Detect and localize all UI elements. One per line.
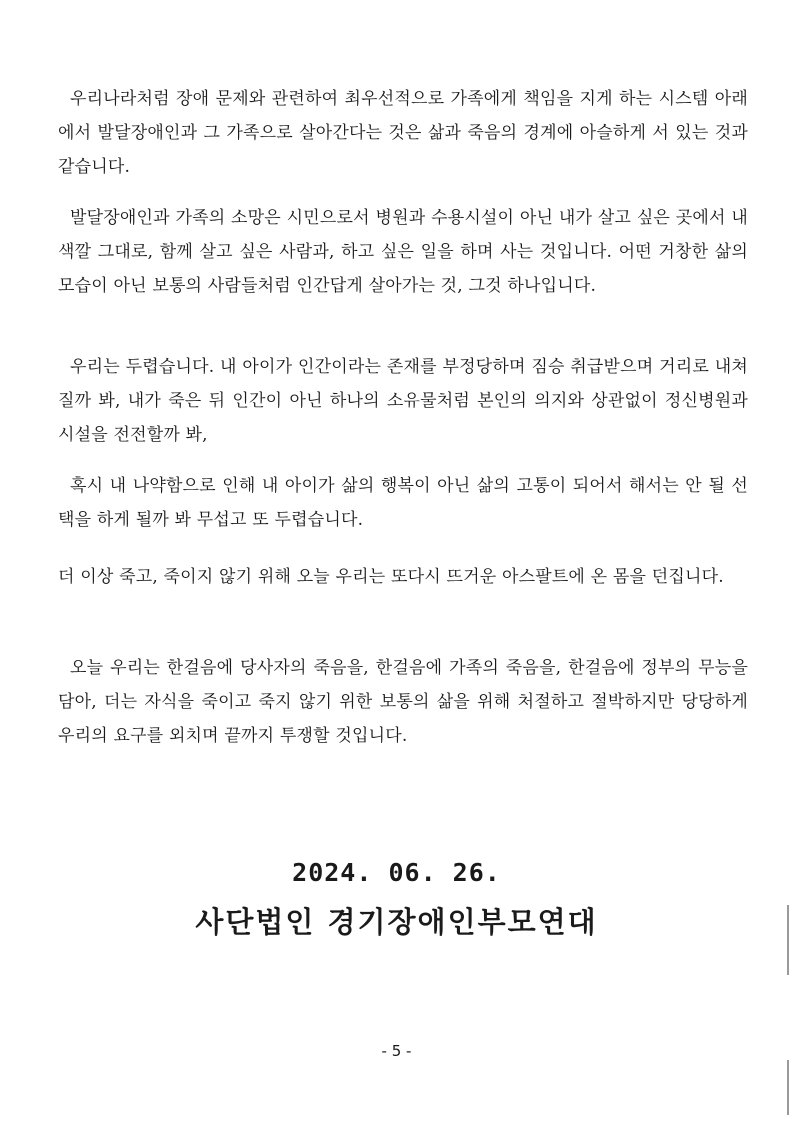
body-paragraph-5: 더 이상 죽고, 죽이지 않기 위해 오늘 우리는 또다시 뜨거운 아스팔트에 온 몸을 던집니다.	[58, 567, 724, 587]
document-date: 2024. 06. 26.	[292, 858, 501, 887]
body-paragraph-2: 발달장애인과 가족의 소망은 시민으로서 병원과 수용시설이 아닌 내가 살고 싶은 곳에서 내 색깔 그대로, 함께 살고 싶은 사람과, 하고 싶은 일을 하며 사는 것입니다. 어떤 거창한 삶의 모습이 아닌 보통의 사람들처럼 인간답게 살아가는 것, 그것 하나입니다.	[58, 208, 748, 296]
organization-name: 사단법인 경기장애인부모연대	[195, 905, 598, 939]
scan-edge-mark	[787, 1060, 789, 1115]
body-paragraph-1: 우리나라처럼 장애 문제와 관련하여 최우선적으로 가족에게 책임을 지게 하는 시스템 아래에서 발달장애인과 그 가족으로 살아간다는 것은 삶과 죽음의 경계에 아슬하게 서 있는 것과 같습니다.	[58, 89, 748, 177]
page-number: - 5 -	[381, 1042, 412, 1060]
scan-edge-mark	[787, 905, 789, 975]
body-paragraph-4: 혹시 내 나약함으로 인해 내 아이가 삶의 행복이 아닌 삶의 고통이 되어서 해서는 안 될 선택을 하게 될까 봐 무섭고 또 두렵습니다.	[58, 476, 748, 530]
body-paragraph-6: 오늘 우리는 한걸음에 당사자의 죽음을, 한걸음에 가족의 죽음을, 한걸음에 정부의 무능을 담아, 더는 자식을 죽이고 죽지 않기 위한 보통의 삶을 위해 처절하고 절박하지만 당당하게 우리의 요구를 외치며 끝까지 투쟁할 것입니다.	[58, 658, 748, 746]
body-paragraph-3: 우리는 두렵습니다. 내 아이가 인간이라는 존재를 부정당하며 짐승 취급받으며 거리로 내쳐질까 봐, 내가 죽은 뒤 인간이 아닌 하나의 소유물처럼 본인의 의지와 상관없이 정신병원과 시설을 전전할까 봐,	[58, 357, 748, 445]
